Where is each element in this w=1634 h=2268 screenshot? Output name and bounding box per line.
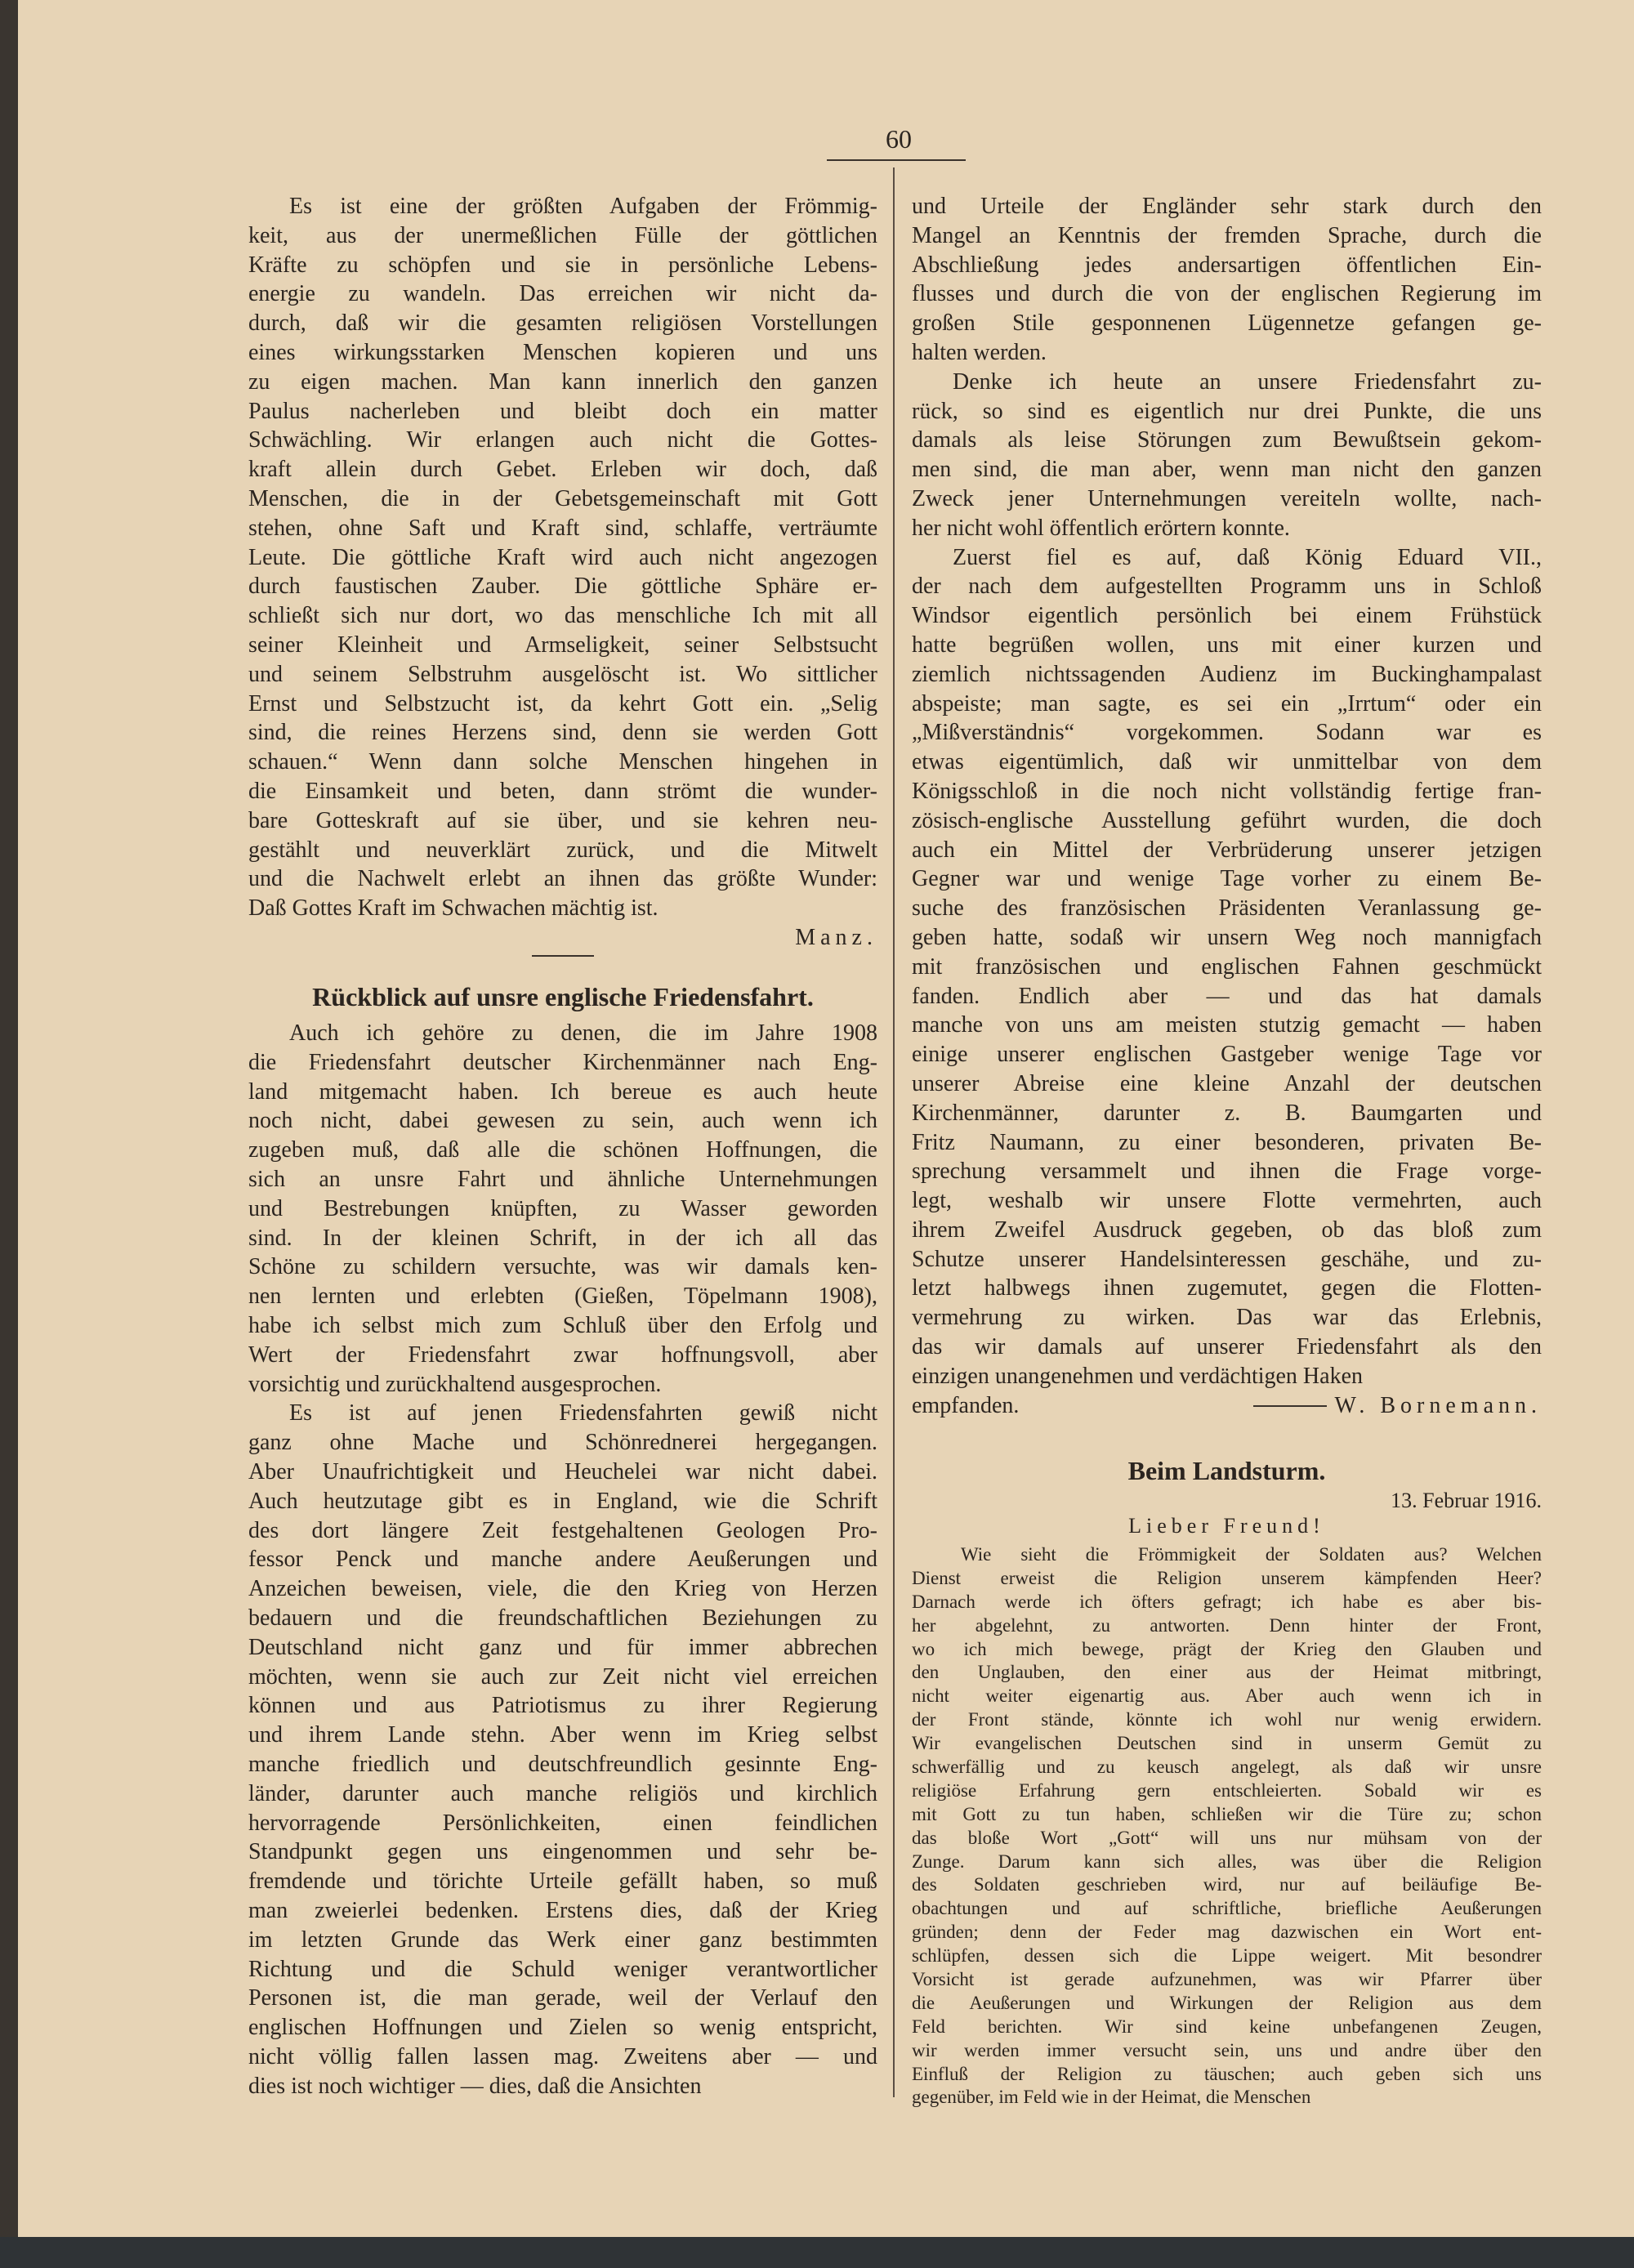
text-line: man zweierlei bedenken. Erstens dies, daß der Krieg: [248, 1897, 877, 1923]
text-line: Windsor eigentlich persönlich bei einem Frühstück: [912, 603, 1542, 629]
text-line: einige unserer englischen Gastgeber wenige Tage vor: [912, 1042, 1542, 1068]
text-line: obachtungen und auf schriftliche, briefliche Aeußerungen: [912, 1898, 1542, 1919]
text-line: Es ist auf jenen Friedensfahrten gewiß nicht: [289, 1400, 877, 1426]
signature-line: [248, 923, 877, 953]
article-heading-rueckblick: Rückblick auf unsre englische Friedensfahrt.: [312, 982, 814, 1011]
text-line: Wir evangelischen Deutschen sind in unserm Gemüt zu: [912, 1733, 1542, 1754]
text-line: das wir damals auf unserer Friedensfahrt als den: [912, 1334, 1542, 1360]
text-line: „Mißverständnis“ vorgekommen. Sodann war es: [912, 720, 1542, 746]
text-line: Denke ich heute an unsere Friedensfahrt zu-: [953, 368, 1542, 395]
text-line: empfanden.: [912, 1392, 1020, 1418]
text-line: Darnach werde ich öfters gefragt; ich habe es aber bis-: [912, 1591, 1542, 1612]
text-line: nen lernten und erlebten (Gießen, Töpelmann 1908),: [248, 1284, 877, 1310]
text-line: und Urteile der Engländer sehr stark durch den: [912, 194, 1542, 219]
text-line: zösisch-englische Ausstellung geführt wurden, die doch: [912, 807, 1542, 833]
text-line: gestählt und neuverklärt zurück, und die Mitwelt: [248, 837, 877, 863]
text-line: schwerfällig und zu keusch angelegt, als daß wir unsre: [912, 1757, 1542, 1778]
text-line: vermehrung zu wirken. Das war das Erlebnis,: [912, 1305, 1542, 1331]
text-line: etwas eigentümlich, daß wir unmittelbar von dem: [912, 749, 1542, 775]
text-line: im letzten Grunde das Werk einer ganz bestimmten: [248, 1926, 877, 1953]
text-line: seiner Kleinheit und Armseligkeit, seiner Selbstsucht: [248, 632, 877, 658]
text-line: schauen.“ Wenn dann solche Menschen hingehen in: [248, 749, 877, 775]
text-line: englischen Hoffnungen und Zielen so wenig entspricht,: [248, 2015, 877, 2041]
text-line: sich an unsre Fahrt und ähnliche Unternehmungen: [248, 1166, 877, 1192]
text-line: Leute. Die göttliche Kraft wird auch nicht angezogen: [248, 544, 877, 570]
text-line: sind, die reines Herzens sind, denn sie werden Gott: [248, 720, 877, 746]
letter-body: [912, 1543, 1542, 2110]
text-line: Standpunkt gegen uns eingenommen und sehr be-: [248, 1839, 877, 1865]
text-line: Dienst erweist die Religion unserem kämpfenden Heer?: [912, 1567, 1542, 1588]
text-line: schließt sich nur dort, wo das menschliche Ich mit all: [248, 603, 877, 629]
text-line: mit französischen und englischen Fahnen geschmückt: [912, 953, 1542, 980]
text-line: die Einsamkeit und beten, dann strömt die wunder-: [248, 778, 877, 804]
text-line: Königsschloß in die noch nicht vollständig fertige fran-: [912, 778, 1542, 804]
text-line: der nach dem aufgestellten Programm uns in Schloß: [912, 574, 1542, 600]
text-line: land mitgemacht haben. Ich bereue es auch heute: [248, 1078, 877, 1105]
text-line: schlüpfen, dessen sich die Lippe weigert. Mit besondrer: [912, 1945, 1542, 1967]
text-line: Anzeichen beweisen, viele, die den Krieg von Herzen: [248, 1576, 877, 1602]
text-line: Vorsicht ist gerade aufzunehmen, was wir Pfarrer über: [912, 1969, 1542, 1990]
author-signature: Manz.: [795, 924, 877, 950]
page-number-rule: [827, 159, 966, 161]
text-line: Gegner war und wenige Tage vorher zu einem Be-: [912, 866, 1542, 892]
text-line: bare Gotteskraft auf sie über, und sie kehren neu-: [248, 807, 877, 833]
text-line: Kräfte zu schöpfen und sie in persönliche Lebens-: [248, 252, 877, 278]
text-line: großen Stile gesponnenen Lügennetze gefangen ge-: [912, 310, 1542, 337]
text-line: Paulus nacherleben und bleibt doch ein matter: [248, 398, 877, 424]
text-line: Aber Unaufrichtigkeit und Heuchelei war nicht dabei.: [248, 1458, 877, 1484]
text-line: habe ich selbst mich zum Schluß über den Erfolg und: [248, 1312, 877, 1338]
text-line: noch nicht, dabei gewesen zu sein, auch wenn ich: [248, 1108, 877, 1134]
text-line: kraft allein durch Gebet. Erleben wir doch, daß: [248, 457, 877, 483]
text-line: her nicht wohl öffentlich erörtern konnte.: [912, 515, 1290, 541]
text-line: Auch heutzutage gibt es in England, wie die Schrift: [248, 1488, 877, 1514]
signature-rule: [1253, 1405, 1327, 1407]
text-line: flusses und durch die von der englischen Regierung im: [912, 281, 1542, 307]
text-line: Zweck jener Unternehmungen vereiteln wollte, nach-: [912, 485, 1542, 511]
text-line: ihrem Zweifel Ausdruck gegeben, ob das bloß zum: [912, 1217, 1542, 1243]
author-signature: W. Bornemann.: [1334, 1392, 1542, 1418]
text-line: dies ist noch wichtiger — dies, daß die Ansichten: [248, 2073, 702, 2099]
text-line: hatte begrüßen wollen, uns mit einer kurzen und: [912, 632, 1542, 658]
text-line: zu eigen machen. Man kann innerlich den ganzen: [248, 368, 877, 395]
text-line: Deutschland nicht ganz und für immer abbrechen: [248, 1634, 877, 1660]
column-divider: [893, 167, 895, 2097]
text-line: Zuerst fiel es auf, daß König Eduard VII.,: [953, 544, 1542, 570]
text-line: fanden. Endlich aber — und das hat damals: [912, 983, 1542, 1009]
text-line: Daß Gottes Kraft im Schwachen mächtig ist.: [248, 895, 659, 922]
text-line: sprechung versammelt und ihnen die Frage vorge-: [912, 1159, 1542, 1185]
text-line: Abschließung jedes andersartigen öffentlichen Ein-: [912, 252, 1542, 278]
text-line: einzigen unangenehmen und verdächtigen Haken: [912, 1363, 1364, 1389]
text-line: her abgelehnt, zu antworten. Denn hinter der Front,: [912, 1614, 1542, 1636]
article-heading-landsturm: Beim Landsturm.: [1127, 1456, 1326, 1485]
text-line: Kirchenmänner, darunter z. B. Baumgarten und: [912, 1100, 1542, 1126]
text-line: das bloße Wort „Gott“ will uns nur mühsam von der: [912, 1827, 1542, 1848]
text-line: gründen; denn der Feder mag dazwischen ein Wort ent-: [912, 1922, 1542, 1943]
text-line: Es ist eine der größten Aufgaben der Frömmig-: [289, 194, 877, 219]
text-line: Schöne zu schildern versuchte, was wir damals ken-: [248, 1254, 877, 1280]
text-line: Wie sieht die Frömmigkeit der Soldaten aus? Welchen: [961, 1544, 1542, 1565]
text-line: den Unglauben, den einer aus der Heimat mitbringt,: [912, 1662, 1542, 1683]
text-line: Zunge. Darum kann sich alles, was über die Religion: [912, 1851, 1542, 1872]
text-line: des Soldaten geschrieben wird, nur auf beiläufige Be-: [912, 1874, 1542, 1895]
text-line: Personen ist, die man gerade, weil der Verlauf den: [248, 1985, 877, 2011]
book-binding-edge: [0, 0, 18, 2268]
text-line: Menschen, die in der Gebetsgemeinschaft mit Gott: [248, 485, 877, 511]
text-line: damals als leise Störungen zum Bewußtsein gekom-: [912, 427, 1542, 453]
text-line: Schutze unserer Handelsinteressen geschähe, und zu-: [912, 1246, 1542, 1272]
text-line: wir werden immer versucht sein, uns und andre über den: [912, 2039, 1542, 2060]
text-line: keit, aus der unermeßlichen Fülle der göttlichen: [248, 222, 877, 248]
text-line: suche des französischen Präsidenten Veranlassung ge-: [912, 895, 1542, 922]
text-line: und die Nachwelt erlebt an ihnen das größte Wunder:: [248, 866, 877, 892]
text-line: die Friedensfahrt deutscher Kirchenmänner nach Eng-: [248, 1049, 877, 1075]
text-line: eines wirkungsstarken Menschen kopieren und uns: [248, 339, 877, 365]
text-line: Feld berichten. Wir sind keine unbefangenen Zeugen,: [912, 2016, 1542, 2037]
page-number: 60: [886, 124, 912, 154]
text-line: auch ein Mittel der Verbrüderung unserer jetzigen: [912, 837, 1542, 863]
text-line: durch faustischen Zauber. Die göttliche Sphäre er-: [248, 574, 877, 600]
letter-date: 13. Februar 1916.: [1391, 1489, 1542, 1512]
article-separator: [532, 955, 594, 957]
text-line: manche von uns am meisten stutzig gemacht — haben: [912, 1012, 1542, 1038]
text-line: vorsichtig und zurückhaltend ausgesprochen.: [248, 1371, 662, 1397]
signature-line: [912, 1391, 1542, 1421]
letter-salutation: Lieber Freund!: [1128, 1514, 1325, 1538]
text-line: abspeiste; man sagte, es sei ein „Irrtum“ oder ein: [912, 690, 1542, 717]
text-line: Ernst und Selbstzucht ist, da kehrt Gott ein. „Selig: [248, 690, 877, 717]
text-line: gegenüber, im Feld wie in der Heimat, die Menschen: [912, 2087, 1311, 2108]
text-line: Auch ich gehöre zu denen, die im Jahre 1908: [289, 1020, 877, 1046]
text-line: Fritz Naumann, zu einer besonderen, privaten Be-: [912, 1129, 1542, 1155]
text-line: können und aus Patriotismus zu ihrer Regierung: [248, 1693, 877, 1719]
text-line: zugeben muß, daß alle die schönen Hoffnungen, die: [248, 1137, 877, 1163]
text-line: und ihrem Lande stehn. Aber wenn im Krieg selbst: [248, 1722, 877, 1748]
text-line: unserer Abreise eine kleine Anzahl der deutschen: [912, 1070, 1542, 1096]
text-line: Wert der Friedensfahrt zwar hoffnungsvoll, aber: [248, 1342, 877, 1368]
text-line: Schwächling. Wir erlangen auch nicht die Gottes-: [248, 427, 877, 453]
text-line: wo ich mich bewege, prägt der Krieg den Glauben und: [912, 1638, 1542, 1659]
text-line: nicht weiter eigenartig aus. Aber auch wenn ich in: [912, 1685, 1542, 1707]
text-line: bedauern und die freundschaftlichen Beziehungen zu: [248, 1605, 877, 1631]
text-line: halten werden.: [912, 339, 1047, 365]
text-line: mit Gott zu tun haben, schließen wir die Türe zu; schon: [912, 1803, 1542, 1824]
text-line: des dort längere Zeit festgehaltenen Geologen Pro-: [248, 1517, 877, 1543]
text-line: sind. In der kleinen Schrift, in der ich all das: [248, 1225, 877, 1251]
text-line: der Front stände, könnte ich wohl nur wenig erwidern.: [912, 1709, 1542, 1730]
text-line: religiöse Erfahrung gern entschleierten. Sobald wir es: [912, 1779, 1542, 1801]
text-line: rück, so sind es eigentlich nur drei Punkte, die uns: [912, 398, 1542, 424]
text-line: letzt halbwegs ihnen zugemutet, gegen die Flotten-: [912, 1275, 1542, 1301]
left-article-manz: [248, 192, 877, 953]
text-line: ganz ohne Mache und Schönrednerei hergegangen.: [248, 1430, 877, 1456]
text-line: manche friedlich und deutschfreundlich gesinnte Eng-: [248, 1751, 877, 1777]
text-line: ziemlich nichtssagenden Audienz im Buckinghampalast: [912, 661, 1542, 687]
text-line: men sind, die man aber, wenn man nicht den ganzen: [912, 457, 1542, 483]
text-line: und seinem Selbstruhm ausgelöscht ist. Wo sittlicher: [248, 661, 877, 687]
text-line: legt, weshalb wir unsere Flotte vermehrten, auch: [912, 1188, 1542, 1214]
text-line: Richtung und die Schuld weniger verantwortlicher: [248, 1956, 877, 1982]
book-cover-bottom: [0, 2237, 1634, 2268]
text-line: nicht völlig fallen lassen mag. Zweitens aber — und: [248, 2043, 877, 2069]
text-line: energie zu wandeln. Das erreichen wir nicht da-: [248, 281, 877, 307]
text-line: Mangel an Kenntnis der fremden Sprache, durch die: [912, 222, 1542, 248]
text-line: möchten, wenn sie auch zur Zeit nicht viel erreichen: [248, 1663, 877, 1690]
text-line: geben hatte, sodaß wir unsern Weg noch mannigfach: [912, 924, 1542, 950]
text-line: fessor Penck und manche andere Aeußerungen und: [248, 1547, 877, 1573]
text-line: die Aeußerungen und Wirkungen der Religion aus dem: [912, 1992, 1542, 2013]
text-line: und Bestrebungen knüpften, zu Wasser geworden: [248, 1195, 877, 1221]
left-article-rueckblick: [248, 1019, 877, 2101]
text-line: hervorragende Persönlichkeiten, einen feindlichen: [248, 1810, 877, 1836]
text-line: stehen, ohne Saft und Kraft sind, schlaffe, verträumte: [248, 515, 877, 541]
text-line: durch, daß wir die gesamten religiösen Vorstellungen: [248, 310, 877, 337]
text-line: fremdende und törichte Urteile gefällt haben, so muß: [248, 1868, 877, 1895]
text-line: Einfluß der Religion zu täuschen; auch geben sich uns: [912, 2063, 1542, 2084]
text-line: länder, darunter auch manche religiös und kirchlich: [248, 1780, 877, 1806]
right-article-continuation: [912, 192, 1542, 1420]
